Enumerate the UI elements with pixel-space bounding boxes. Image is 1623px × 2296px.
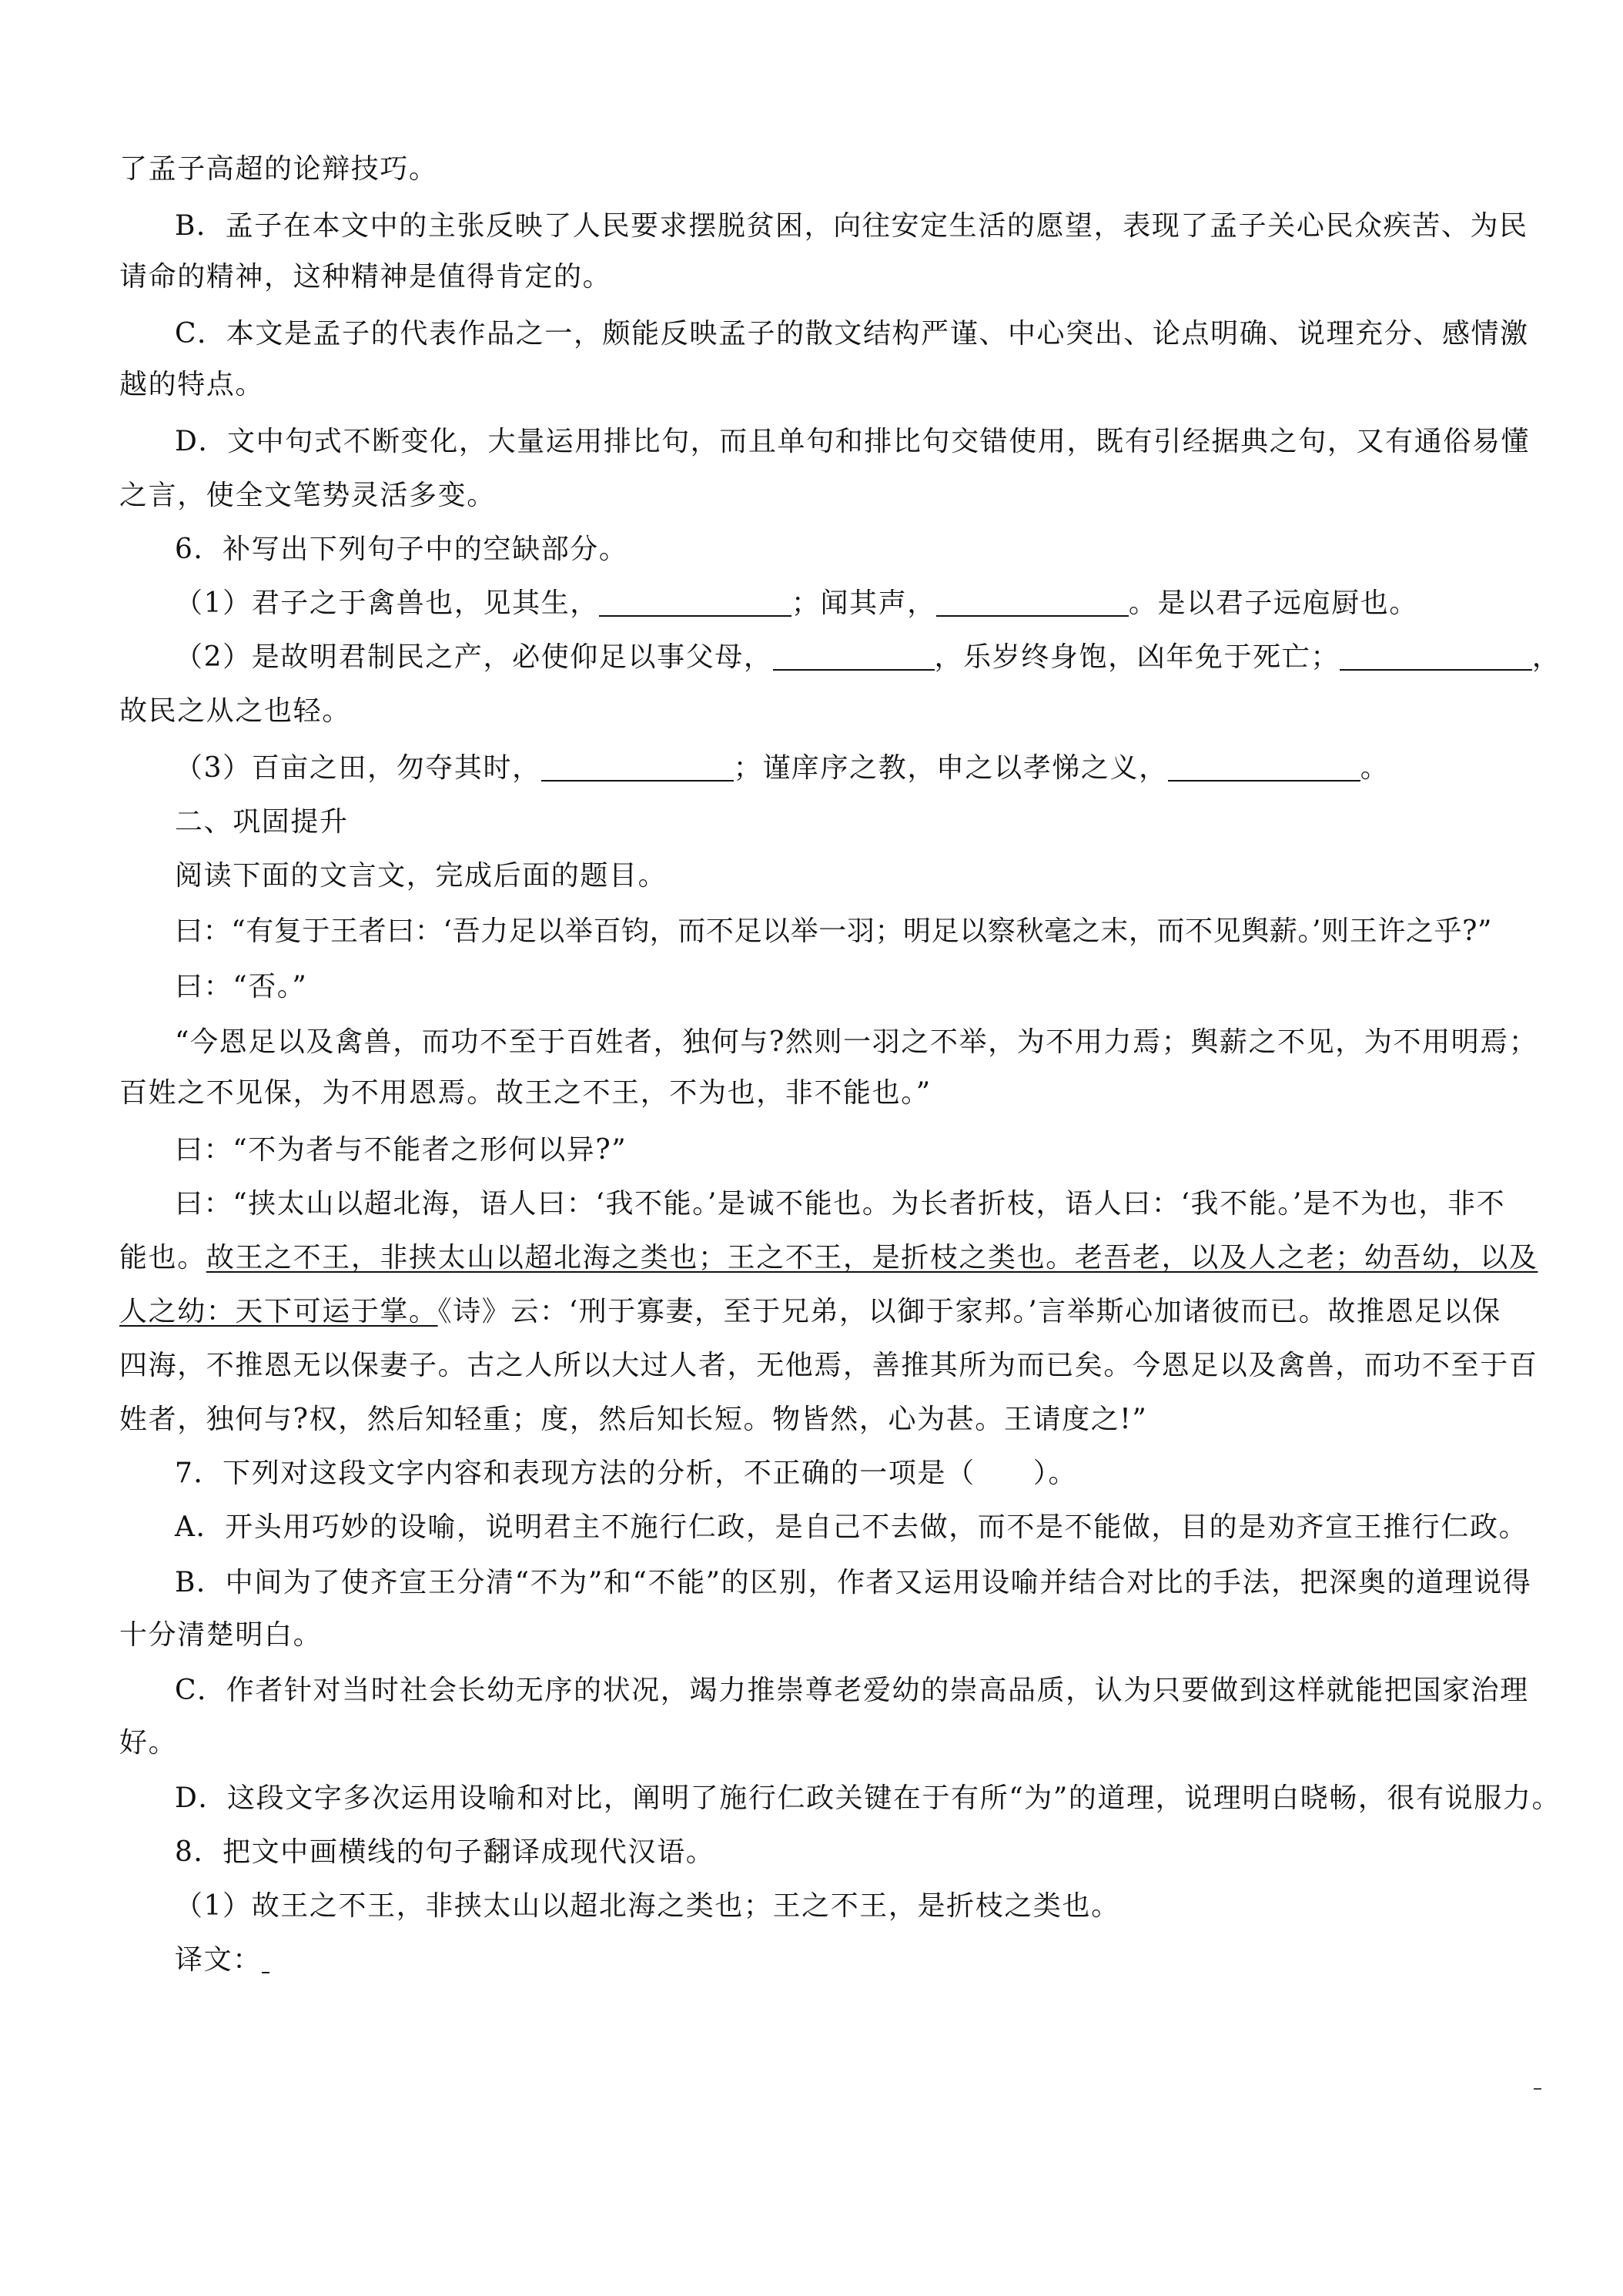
text-line: 故民之从之也轻。 [119,695,351,727]
text-segment: （3）百亩之田，勿夺其时， [175,752,541,784]
answer-blank[interactable] [1340,644,1532,671]
question-7-stem: 7．下列对这段文字内容和表现方法的分析，不正确的一项是（ ）。 [175,1458,1078,1489]
q6-sentence-2 [175,639,1561,676]
text-segment: 。是以君子远庖厨也。 [1128,587,1418,619]
text-segment: ；闻其声， [791,587,936,619]
underlined-sentence: 故王之不王，非挟太山以超北海之类也；王之不王，是折枝之类也。老吾老，以及人之老；幼吾幼，以及 [206,1242,1538,1274]
footer-mark [1534,2088,1541,2090]
translation-line [175,1942,269,1979]
answer-blank[interactable] [599,591,791,617]
text-segment: （1）君子之于禽兽也，见其生， [175,587,599,619]
passage-line: 姓者，独何与?权，然后知轻重；度，然后知长短。物皆然，心为甚。王请度之!” [119,1404,1148,1435]
text-segment: ；谨庠序之教，申之以孝悌之义， [733,752,1168,784]
question-8-stem: 8．把文中画横线的句子翻译成现代汉语。 [175,1836,715,1868]
passage-line [119,1294,1501,1330]
section-heading: 二、巩固提升 [175,806,349,838]
passage-line: 曰：“否。” [175,971,308,1002]
passage-line: 曰：“挟太山以超北海，语人曰：‘我不能。’是诚不能也。为长者折枝，语人曰：‘我不能。’是不为也，非不 [175,1188,1506,1220]
q7-option-d: D．这段文字多次运用设喻和对比，阐明了施行仁政关键在于有所“为”的道理，说理明白晓畅，很有说服力。 [175,1782,1561,1814]
text-line: 之言，使全文笔势灵活多变。 [119,480,496,511]
option-b: B．孟子在本文中的主张反映了人民要求摆脱贫困，向往安定生活的愿望，表现了孟子关心民众疾苦、为民 [175,210,1528,242]
text-segment: ， [1531,641,1561,673]
translation-label: 译文： [175,1944,262,1976]
q7-option-c: C．作者针对当时社会长幼无序的状况，竭力推崇尊老爱幼的崇高品质，认为只要做到这样就能把国家治理 [175,1675,1529,1706]
text-segment: ，乐岁终身饱，凶年免于死亡； [934,641,1340,673]
translation-answer-field[interactable] [262,1949,269,1973]
q7-option-a: A．开头用巧妙的设喻，说明君主不施行仁政，是自己不去做，而不是不能做，目的是劝齐宣王推行仁政。 [175,1511,1528,1543]
answer-blank[interactable] [1168,755,1360,782]
passage-line [119,1240,1538,1277]
text-segment: 《诗》云：‘刑于寡妻，至于兄弟，以御于家邦。’言举斯心加诸彼而已。故推恩足以保 [437,1296,1501,1327]
underlined-sentence: 人之幼：天下可运于掌。 [119,1296,438,1327]
passage-line: 百姓之不见保，为不用恩焉。故王之不王，不为也，非不能也。” [119,1077,932,1109]
text-segment: 。 [1360,752,1390,784]
answer-blank[interactable] [541,755,734,782]
text-line: 越的特点。 [119,369,265,400]
text-line: 请命的精神，这种精神是值得肯定的。 [119,261,612,293]
option-d: D．文中句式不断变化，大量运用排比句，而且单句和排比句交错使用，既有引经据典之句，又有通俗易懂 [175,426,1531,457]
text-segment: （2）是故明君制民之产，必使仰足以事父母， [175,641,773,673]
answer-blank[interactable] [773,644,935,671]
q8-sentence-1: （1）故王之不王，非挟太山以超北海之类也；王之不王，是折枝之类也。 [175,1890,1120,1922]
option-c: C．本文是孟子的代表作品之一，颇能反映孟子的散文结构严谨、中心突出、论点明确、说理充分、感情激 [175,318,1529,350]
question-6-stem: 6．补写出下列句子中的空缺部分。 [175,534,628,565]
text-segment: 能也。 [119,1242,206,1274]
passage-line: 四海，不推恩无以保妻子。古之人所以大过人者，无他焉，善推其所为而已矣。今恩足以及禽兽，而功不至于百 [119,1350,1538,1381]
passage-line: 曰：“不为者与不能者之形何以异?” [175,1134,627,1166]
text-line: 好。 [119,1727,178,1759]
text-line: 了孟子高超的论辩技巧。 [119,153,438,185]
answer-blank[interactable] [936,591,1129,617]
passage-line: 曰：“有复于王者曰：‘吾力足以举百钧，而不足以举一羽；明足以察秋毫之末，而不见舆薪。’则王许之乎?” [175,915,1492,947]
text-line: 十分清楚明白。 [119,1619,323,1651]
reading-instruction: 阅读下面的文言文，完成后面的题目。 [175,860,668,892]
q7-option-b: B．中间为了使齐宣王分清“不为”和“不能”的区别，作者又运用设喻并结合对比的手法，把深奥的道理说得 [175,1567,1532,1598]
q6-sentence-3 [175,750,1389,787]
passage-line: “今恩足以及禽兽，而功不至于百姓者，独何与?然则一羽之不举，为不用力焉；舆薪之不见，为不用明焉； [175,1026,1538,1058]
q6-sentence-1 [175,585,1418,622]
